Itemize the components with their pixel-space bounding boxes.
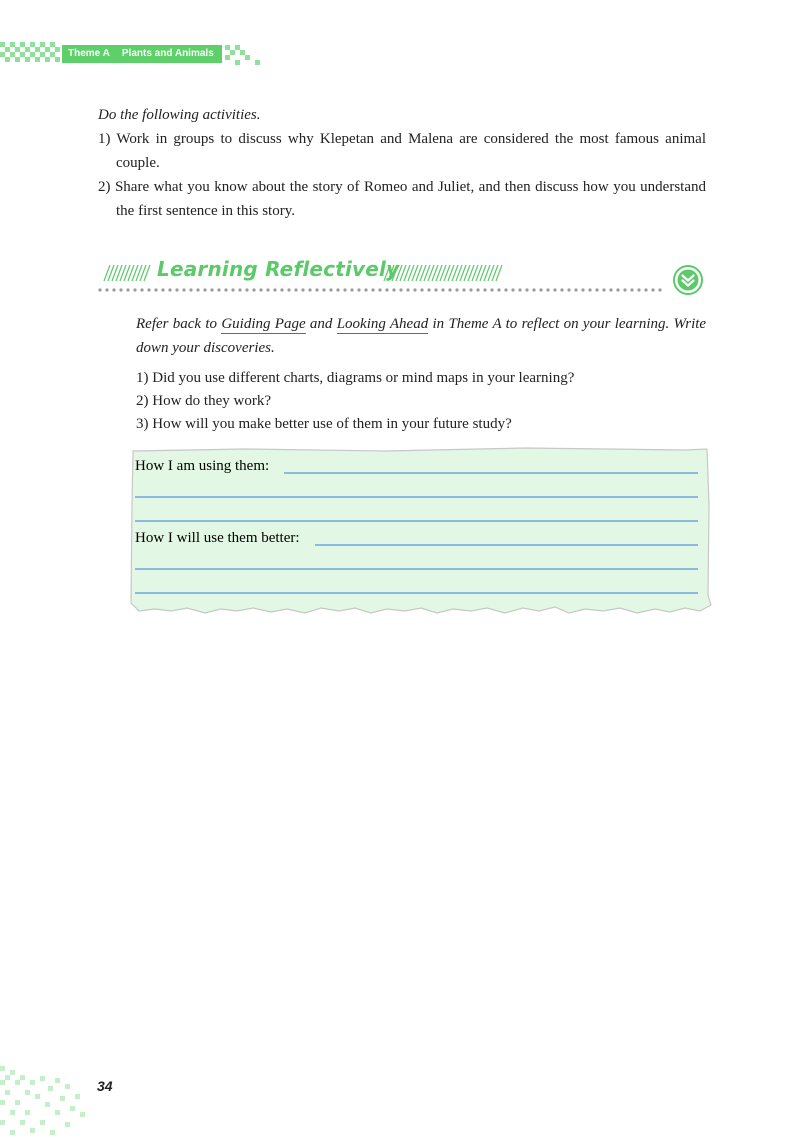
- writing-note-box: [125, 445, 715, 625]
- section-title: Learning Reflectively: [157, 257, 400, 281]
- looking-ahead-link[interactable]: Looking Ahead: [336, 316, 429, 332]
- question-item: 2) How do they work?: [136, 393, 271, 409]
- guiding-page-link[interactable]: Guiding Page: [221, 316, 306, 332]
- reflection-instructions: [136, 312, 706, 360]
- theme-label: Theme A: [68, 48, 110, 59]
- activities-section: [98, 103, 706, 223]
- prompt-using: How I am using them:: [135, 458, 270, 474]
- page-number: 34: [97, 1078, 113, 1094]
- reflection-questions: [136, 367, 574, 436]
- header-theme-tab: [62, 45, 222, 63]
- activities-intro: Do the following activities.: [98, 107, 261, 123]
- double-chevron-down-icon: [671, 265, 705, 299]
- activity-item: 2) Share what you know about the story of Romeo and Juliet, and then discuss how you understand the first sentence in this story.: [98, 179, 706, 219]
- activity-item: 1) Work in groups to discuss why Klepetan and Malena are considered the most famous animal couple.: [98, 131, 706, 171]
- prompt-better: How I will use them better:: [135, 530, 300, 546]
- theme-title: Plants and Animals: [121, 48, 214, 59]
- intro-text: in Theme A to reflect on your learning. Write down your discoveries.: [136, 316, 707, 356]
- question-item: 3) How will you make better use of them in your future study?: [136, 416, 512, 432]
- question-item: 1) Did you use different charts, diagrams or mind maps in your learning?: [136, 370, 575, 386]
- intro-text: Refer back to: [136, 316, 218, 332]
- intro-text: and: [309, 316, 333, 332]
- dotted-divider: [98, 286, 668, 294]
- footer-checker-pattern: [0, 1066, 100, 1138]
- section-title-bar: [102, 257, 522, 287]
